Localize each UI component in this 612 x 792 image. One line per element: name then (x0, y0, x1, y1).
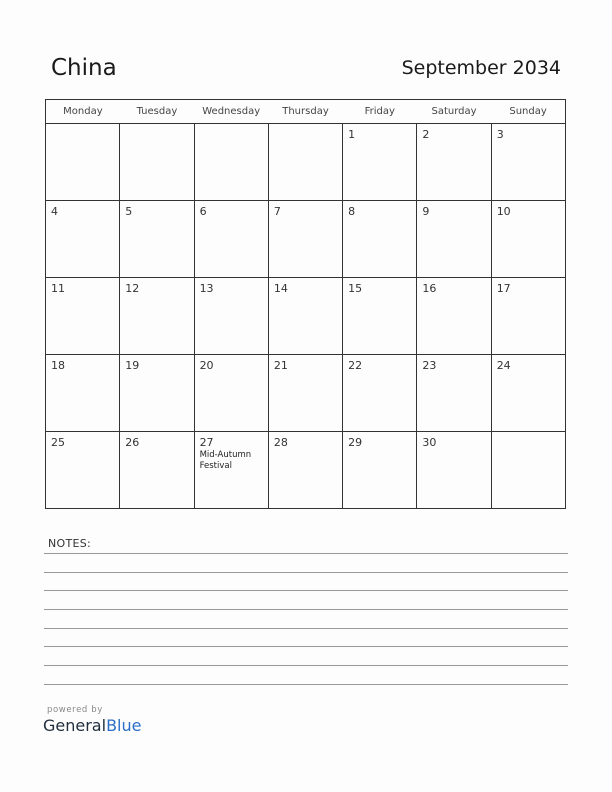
day-number: 25 (51, 436, 65, 449)
day-cell (417, 201, 491, 278)
day-number: 29 (348, 436, 363, 449)
day-cell (417, 432, 491, 509)
day-cell (120, 432, 194, 509)
note-line (44, 609, 568, 610)
weekday-monday: Monday (46, 100, 120, 124)
note-line (44, 628, 568, 629)
day-cell (46, 124, 120, 201)
day-number: 10 (496, 205, 511, 218)
day-number: 3 (496, 128, 504, 141)
day-number: 2 (422, 128, 430, 141)
note-line (44, 684, 568, 685)
day-cell (46, 278, 120, 355)
day-number: 4 (51, 205, 58, 218)
day-number: 28 (273, 436, 288, 449)
day-number: 1 (348, 128, 356, 141)
day-cell (194, 278, 268, 355)
week-row (46, 432, 566, 509)
calendar-grid (45, 99, 566, 509)
day-cell (46, 355, 120, 432)
day-cell (46, 432, 120, 509)
weekday-wednesday: Wednesday (194, 100, 268, 124)
note-line (44, 590, 568, 591)
day-cell (194, 355, 268, 432)
day-number: 20 (199, 359, 214, 372)
day-cell (120, 201, 194, 278)
country-title: China (51, 55, 117, 81)
day-number (120, 124, 193, 128)
day-number: 27 (199, 436, 214, 449)
day-cell (268, 278, 342, 355)
weekday-sunday: Sunday (491, 100, 565, 124)
day-cell (194, 432, 268, 509)
note-line (44, 553, 568, 554)
day-number: 6 (199, 205, 207, 218)
day-cell (268, 201, 342, 278)
day-number: 17 (496, 282, 511, 295)
week-row (46, 124, 566, 201)
day-cell (268, 124, 342, 201)
day-number: 21 (273, 359, 288, 372)
day-number (492, 432, 565, 436)
day-cell (343, 432, 417, 509)
day-cell (491, 124, 565, 201)
day-cell (343, 278, 417, 355)
day-cell (343, 355, 417, 432)
day-number: 8 (348, 205, 356, 218)
brand-logo[interactable] (43, 716, 141, 735)
note-line (44, 572, 568, 573)
powered-by-text: powered by (47, 705, 103, 715)
day-number: 14 (273, 282, 288, 295)
day-number (269, 124, 342, 128)
weekday-friday: Friday (343, 100, 417, 124)
holiday-event: Mid-Autumn Festival (199, 450, 252, 471)
day-number: 19 (125, 359, 140, 372)
day-number: 23 (422, 359, 437, 372)
day-cell (120, 124, 194, 201)
notes-label: NOTES: (48, 537, 92, 550)
day-cell (120, 355, 194, 432)
day-cell (417, 355, 491, 432)
day-cell (194, 201, 268, 278)
note-line (44, 646, 568, 647)
day-cell (491, 355, 565, 432)
weekday-header-row (46, 100, 566, 124)
brand-general: General (43, 716, 107, 735)
day-number: 5 (125, 205, 133, 218)
brand-blue: Blue (106, 716, 142, 735)
day-number (195, 124, 268, 128)
day-number: 22 (348, 359, 363, 372)
day-number: 26 (125, 436, 140, 449)
day-number: 7 (273, 205, 281, 218)
week-row (46, 355, 566, 432)
weekday-saturday: Saturday (417, 100, 491, 124)
week-row (46, 201, 566, 278)
day-cell (46, 201, 120, 278)
week-row (46, 278, 566, 355)
day-cell (343, 124, 417, 201)
day-cell (268, 355, 342, 432)
day-cell (417, 278, 491, 355)
day-number: 12 (125, 282, 140, 295)
weekday-tuesday: Tuesday (120, 100, 194, 124)
day-number: 9 (422, 205, 430, 218)
note-line (44, 665, 568, 666)
day-cell (343, 201, 417, 278)
month-title: September 2034 (401, 57, 561, 79)
day-number: 16 (422, 282, 437, 295)
day-number: 18 (51, 359, 65, 372)
day-cell (491, 201, 565, 278)
day-number (46, 124, 119, 128)
day-cell (194, 124, 268, 201)
day-number: 11 (51, 282, 65, 295)
day-cell (417, 124, 491, 201)
day-cell (491, 432, 565, 509)
weekday-thursday: Thursday (268, 100, 342, 124)
day-number: 30 (422, 436, 437, 449)
day-cell (491, 278, 565, 355)
day-cell (120, 278, 194, 355)
day-number: 15 (348, 282, 363, 295)
day-cell (268, 432, 342, 509)
day-number: 24 (496, 359, 511, 372)
day-number: 13 (199, 282, 214, 295)
